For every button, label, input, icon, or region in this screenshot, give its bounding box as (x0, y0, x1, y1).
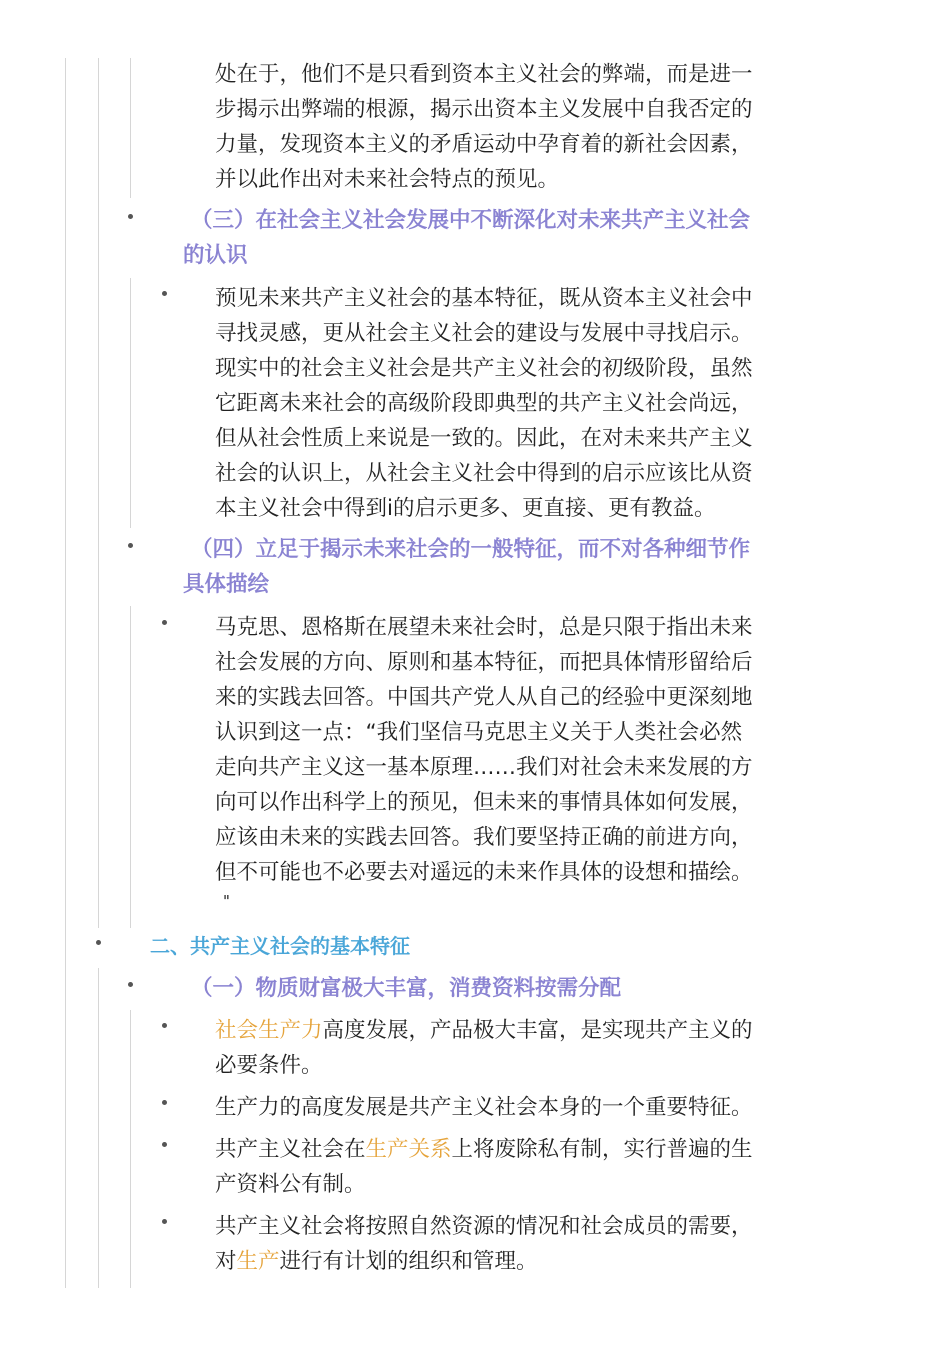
text-line: 但从社会性质上来说是一致的。因此，在对未来共产主义 (215, 426, 753, 451)
text-line: 生产力的高度发展是共产主义社会本身的一个重要特征。 (215, 1095, 753, 1120)
text-line: 但不可能也不必要去对遥远的未来作具体的设想和描绘。 (215, 860, 753, 885)
keyword-highlight: 生产关系 (365, 1137, 452, 1162)
text-line: 寻找灵感，更从社会主义社会的建设与发展中寻找启示。 (215, 321, 753, 346)
keyword-highlight: 生产 (236, 1249, 280, 1274)
bullet-icon (162, 1142, 167, 1147)
list-item (215, 1132, 815, 1202)
text-line: 本主义社会中得到i的启示更多、更直接、更有教益。 (215, 496, 716, 521)
text-line: 现实中的社会主义社会是共产主义社会的初级阶段，虽然 (215, 356, 753, 381)
text-line: 认识到这一点：“我们坚信马克思主义关于人类社会必然 (215, 720, 743, 745)
text-line: 它距离未来社会的高级阶段即典型的共产主义社会尚远， (215, 391, 753, 416)
heading-3 (183, 203, 823, 273)
guide-line-7 (130, 1010, 131, 1288)
bullet-icon (128, 982, 133, 987)
text-line: 必要条件。 (215, 1053, 323, 1078)
section-title: 二、共产主义社会的基本特征 (150, 934, 410, 958)
bullet-icon (128, 543, 133, 548)
text-line: 处在于，他们不是只看到资本主义社会的弊端，而是进一 (215, 62, 753, 87)
text-line: 马克思、恩格斯在展望未来社会时，总是只限于指出未来 (215, 615, 753, 640)
text-line: 向可以作出科学上的预见，但未来的事情具体如何发展， (215, 790, 753, 815)
bullet-icon (162, 1023, 167, 1028)
heading-line: （四）立足于揭示未来社会的一般特征，而不对各种细节作 (191, 537, 751, 562)
text-line: 并以此作出对未来社会特点的预见。 (215, 167, 560, 192)
text-line (215, 1013, 815, 1048)
bullet-icon (96, 940, 101, 945)
text-fragment: 高度发展，产品极大丰富，是实现共产主义的 (322, 1018, 753, 1043)
heading-line: （一）物质财富极大丰富，消费资料按需分配 (191, 976, 622, 1001)
heading-1 (183, 971, 823, 1006)
paragraph-block-3 (215, 610, 815, 912)
list-item (215, 1013, 815, 1083)
bullet-icon (128, 214, 133, 219)
guide-line-6 (98, 968, 99, 1288)
text-line: 走向共产主义这一基本原理……我们对社会未来发展的方 (215, 755, 753, 780)
heading-line: （三）在社会主义社会发展中不断深化对未来共产主义社会 (191, 208, 751, 233)
text-line: 步揭示出弊端的根源，揭示出资本主义发展中自我否定的 (215, 97, 753, 122)
bullet-icon (162, 291, 167, 296)
bullet-icon (162, 1100, 167, 1105)
text-line: " (223, 892, 230, 910)
text-line: 产资料公有制。 (215, 1172, 366, 1197)
paragraph-block-1 (215, 57, 815, 197)
bullet-icon (162, 1219, 167, 1224)
text-fragment: 对 (215, 1249, 237, 1274)
text-fragment: 上将废除私有制，实行普遍的生 (451, 1137, 753, 1162)
list-item (215, 1209, 815, 1279)
guide-line-2 (98, 58, 99, 928)
text-line: 社会的认识上，从社会主义社会中得到的启示应该比从资 (215, 461, 753, 486)
bullet-icon (162, 620, 167, 625)
keyword-highlight: 社会生产力 (215, 1018, 323, 1043)
heading-4 (183, 532, 823, 602)
heading-line: 的认识 (183, 243, 248, 268)
text-line: 预见未来共产主义社会的基本特征，既从资本主义社会中 (215, 286, 753, 311)
list-item (215, 1090, 815, 1125)
guide-line-4 (130, 278, 131, 528)
text-line: 共产主义社会将按照自然资源的情况和社会成员的需要， (215, 1214, 753, 1239)
text-fragment: 进行有计划的组织和管理。 (279, 1249, 538, 1274)
text-line (215, 1244, 815, 1279)
text-line (215, 1132, 815, 1167)
paragraph-block-2 (215, 281, 815, 526)
guide-line-5 (130, 606, 131, 928)
text-line: 应该由未来的实践去回答。我们要坚持正确的前进方向， (215, 825, 753, 850)
guide-line-3 (130, 58, 131, 198)
text-fragment: 共产主义社会在 (215, 1137, 366, 1162)
heading-line: 具体描绘 (183, 572, 270, 597)
guide-line-1 (65, 58, 66, 1288)
text-line: 来的实践去回答。中国共产党人从自己的经验中更深刻地 (215, 685, 753, 710)
text-line: 力量，发现资本主义的矛盾运动中孕育着的新社会因素， (215, 132, 753, 157)
text-line: 社会发展的方向、原则和基本特征，而把具体情形留给后 (215, 650, 753, 675)
